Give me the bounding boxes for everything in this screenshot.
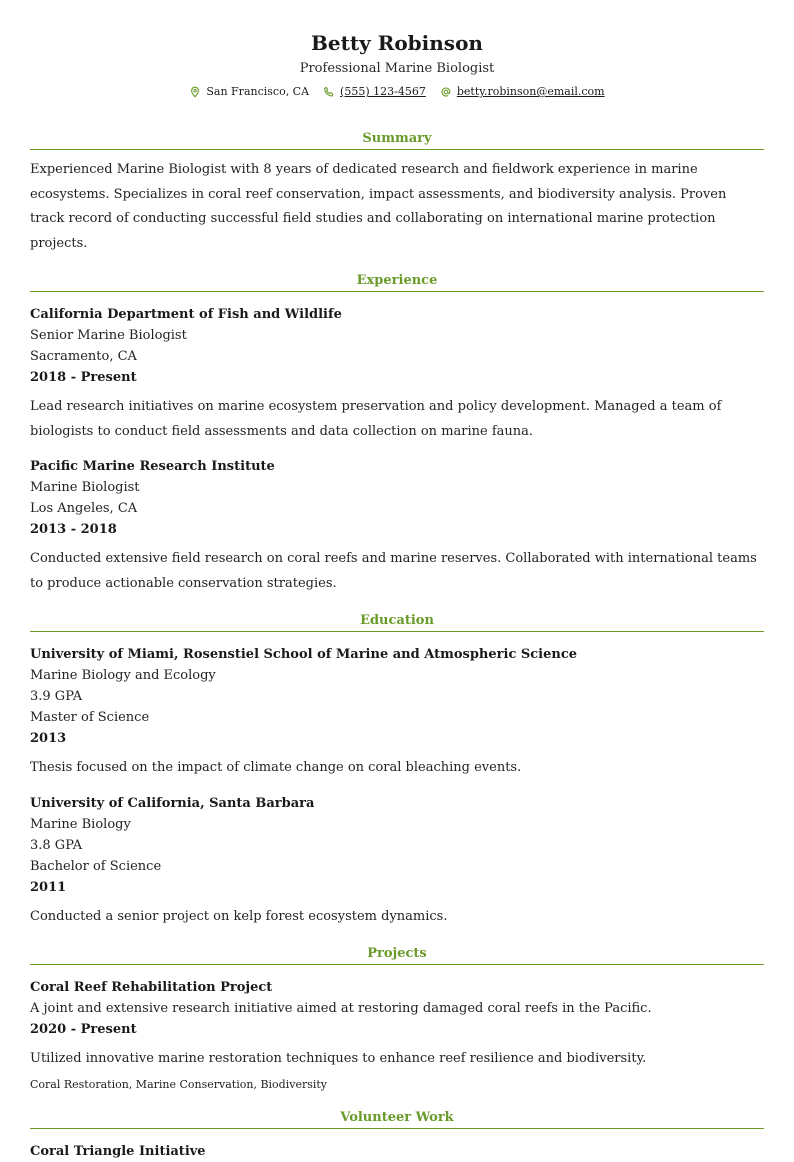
- education-field: Marine Biology: [30, 816, 131, 832]
- experience-company: California Department of Fish and Wildlife: [30, 307, 342, 322]
- experience-item: [30, 304, 764, 444]
- experience-dates: 2018 - Present: [30, 370, 137, 385]
- experience-role: Senior Marine Biologist: [30, 328, 187, 343]
- resume-header: [30, 30, 764, 100]
- experience-description: Conducted extensive field research on coral reefs and marine reserves. Collaborated with international teams to produce actionable conservation strategies.: [30, 551, 757, 591]
- education-description: Thesis focused on the impact of climate change on coral bleaching events.: [30, 760, 522, 775]
- volunteer-heading: Volunteer Work: [30, 1109, 764, 1129]
- education-item: [30, 793, 764, 930]
- projects-section: [30, 945, 764, 1093]
- contact-email: [440, 84, 605, 100]
- location-text: San Francisco, CA: [206, 85, 310, 98]
- education-field: Marine Biology and Ecology: [30, 668, 216, 683]
- education-item: [30, 644, 764, 781]
- experience-company: Pacific Marine Research Institute: [30, 459, 275, 474]
- education-description: Conducted a senior project on kelp forest ecosystem dynamics.: [30, 908, 448, 924]
- project-summary: A joint and extensive research initiative aimed at restoring damaged coral reefs in the Pacific.: [30, 1001, 652, 1016]
- education-gpa: 3.8 GPA: [30, 837, 83, 853]
- candidate-name: Betty Robinson: [311, 31, 483, 55]
- education-degree: Bachelor of Science: [30, 858, 162, 874]
- education-degree: Master of Science: [30, 710, 150, 725]
- project-item: [30, 977, 764, 1093]
- contact-info: [30, 84, 764, 100]
- project-dates: 2020 - Present: [30, 1022, 137, 1037]
- education-heading: Education: [30, 612, 764, 632]
- experience-heading: Experience: [30, 272, 764, 292]
- volunteer-item: [30, 1141, 764, 1162]
- education-year: 2011: [30, 879, 67, 895]
- experience-description: Lead research initiatives on marine ecosystem preservation and policy development. Managed a team of biologists to conduct field assessments and data collection on marine fauna.: [30, 399, 722, 439]
- project-name: Coral Reef Rehabilitation Project: [30, 980, 273, 995]
- experience-item: [30, 456, 764, 596]
- project-description: Utilized innovative marine restoration techniques to enhance reef resilience and biodiversity.: [30, 1051, 647, 1066]
- education-school: University of California, Santa Barbara: [30, 795, 315, 811]
- experience-location: Sacramento, CA: [30, 349, 137, 364]
- education-school: University of Miami, Rosenstiel School of Marine and Atmospheric Science: [30, 647, 578, 662]
- volunteer-name: Coral Triangle Initiative: [30, 1143, 206, 1159]
- education-gpa: 3.9 GPA: [30, 689, 83, 704]
- summary-heading: Summary: [30, 130, 764, 150]
- summary-text: Experienced Marine Biologist with 8 years of dedicated research and fieldwork experience in marine ecosystems. Specializes in coral reef conservation, impact assessments, and biodiversity analysis. Proven track record of conducting successful field studies and collaborating on international marine protection projects.: [30, 162, 727, 251]
- summary-section: [30, 130, 764, 256]
- volunteer-section: [30, 1109, 764, 1162]
- experience-section: [30, 272, 764, 596]
- candidate-title: Professional Marine Biologist: [299, 61, 495, 76]
- phone-link[interactable]: (555) 123-4567: [340, 85, 426, 98]
- experience-location: Los Angeles, CA: [30, 501, 138, 516]
- education-year: 2013: [30, 731, 67, 746]
- email-link[interactable]: betty.robinson@email.com: [456, 85, 605, 98]
- experience-dates: 2013 - 2018: [30, 522, 117, 537]
- education-section: [30, 612, 764, 929]
- phone-icon: [323, 86, 335, 98]
- experience-role: Marine Biologist: [30, 480, 140, 495]
- resume-page: [30, 0, 764, 1162]
- projects-heading: Projects: [30, 945, 764, 965]
- map-pin-icon: [189, 86, 201, 98]
- at-sign-icon: [440, 86, 452, 98]
- contact-location: [189, 84, 309, 100]
- project-tags: Coral Restoration, Marine Conservation, Biodiversity: [30, 1077, 328, 1091]
- contact-phone: [323, 84, 426, 100]
